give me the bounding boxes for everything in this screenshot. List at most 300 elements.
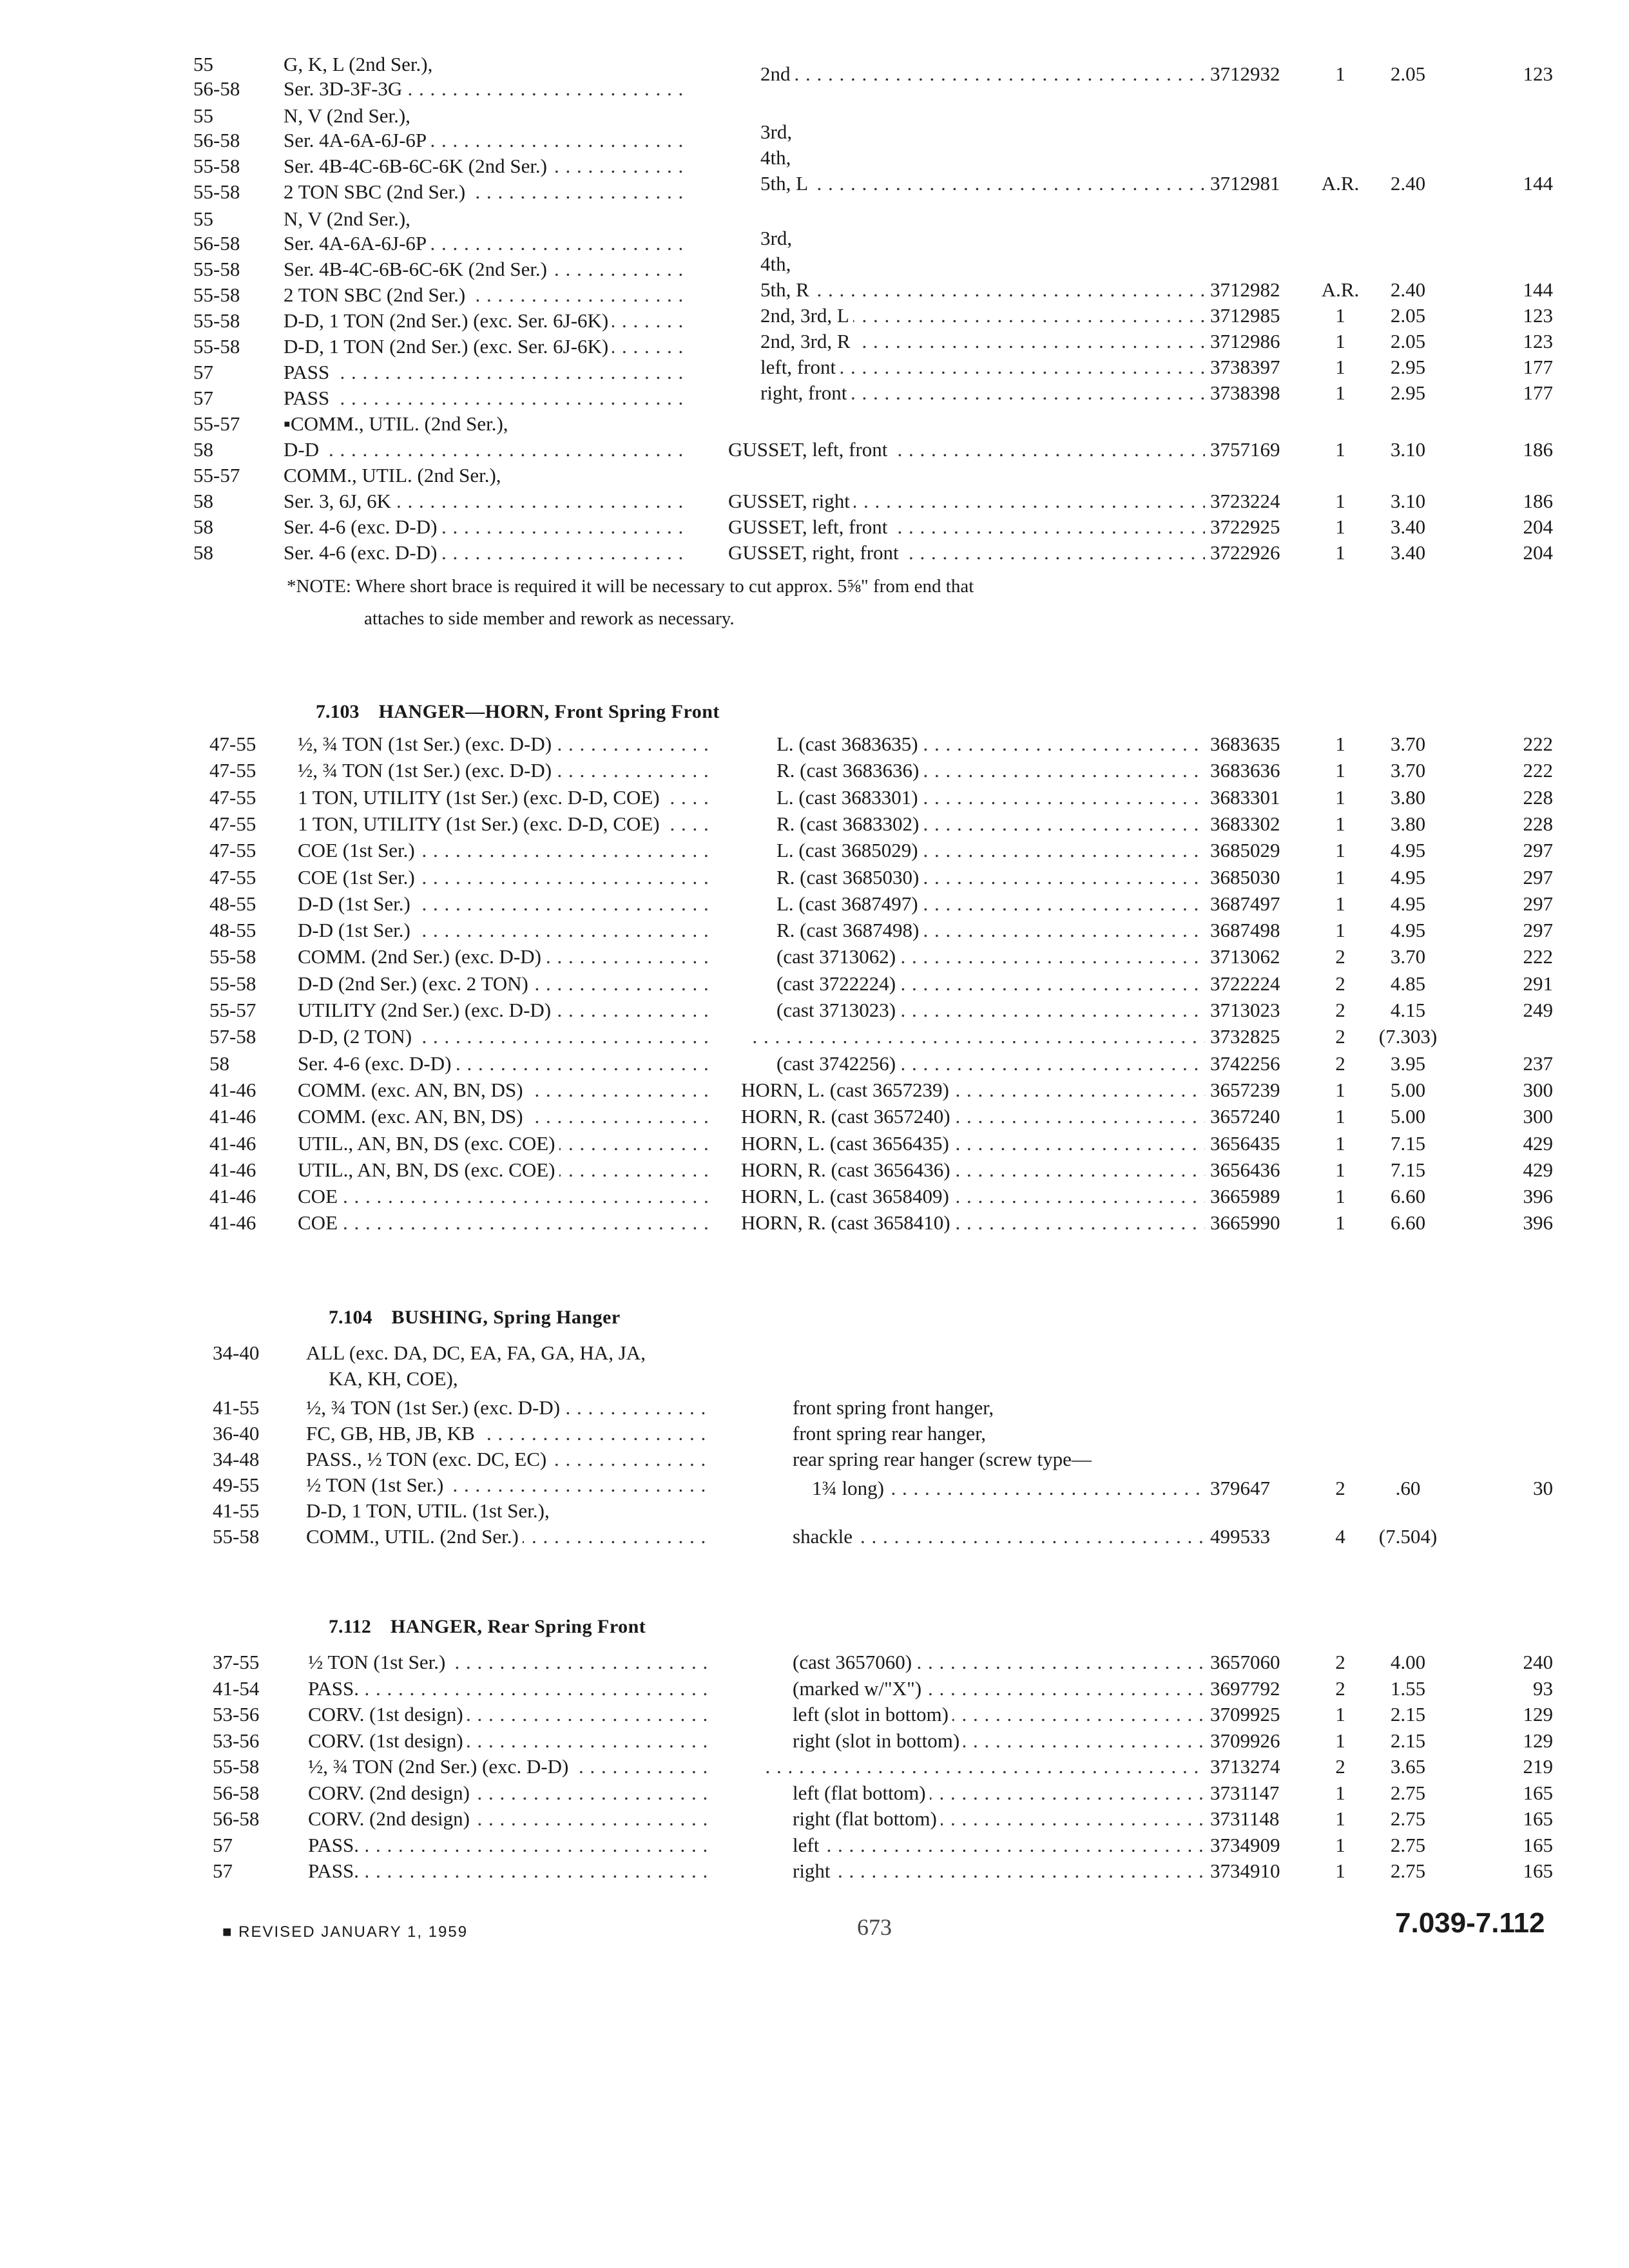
part-weight: 219 <box>1523 1755 1553 1778</box>
applicability: CORV. (1st design) . . . <box>308 1728 711 1754</box>
part-description: right, front . . . <box>760 380 1205 406</box>
part-part-number: 3734910 <box>1210 1860 1280 1882</box>
year-range: 41-46 <box>209 1185 256 1208</box>
part-price: 6.60 <box>1390 1185 1426 1208</box>
part-part-number: 3697792 <box>1210 1677 1280 1700</box>
part-part-number: 3731147 <box>1210 1781 1280 1804</box>
applicability: N, V (2nd Ser.), <box>284 207 410 230</box>
part-weight: 165 <box>1523 1833 1553 1856</box>
part-weight: 297 <box>1523 919 1553 942</box>
applicability: UTILITY (2nd Ser.) (exc. D-D) . . . <box>298 997 710 1023</box>
part-weight: 396 <box>1523 1185 1553 1208</box>
year-range: 56-58 <box>193 232 240 255</box>
applicability: N, V (2nd Ser.), <box>284 104 410 127</box>
applicability: 2 TON SBC (2nd Ser.) . . . <box>284 179 683 205</box>
part-part-number: 3687497 <box>1210 892 1280 915</box>
part-description <box>741 1024 1205 1050</box>
year-range: 55 <box>193 207 213 230</box>
part-description: (cast 3713062) . . . <box>776 944 1205 970</box>
part-part-number: 3657060 <box>1210 1651 1280 1673</box>
applicability: ½, ¾ TON (2nd Ser.) (exc. D-D) . . . <box>308 1754 711 1780</box>
year-range: 34-48 <box>213 1448 260 1470</box>
part-quantity: 1 <box>1335 438 1345 461</box>
part-quantity: 1 <box>1335 1105 1345 1128</box>
year-range: 34-40 <box>213 1341 260 1364</box>
section-heading <box>329 1305 621 1331</box>
section-title: HANGER—HORN, Front Spring Front <box>378 701 720 722</box>
part-weight: 249 <box>1523 999 1553 1021</box>
year-range: 58 <box>193 490 213 512</box>
applicability: FC, GB, HB, JB, KB . . . <box>306 1421 712 1446</box>
part-description: left . . . <box>793 1832 1205 1858</box>
year-range: 55-58 <box>193 309 240 332</box>
part-description: R. (cast 3683636) . . . <box>776 758 1205 783</box>
part-part-number: 3712932 <box>1210 62 1280 85</box>
part-part-number: 3731148 <box>1210 1807 1280 1830</box>
part-quantity: 2 <box>1335 1025 1345 1048</box>
part-weight: 129 <box>1523 1703 1553 1725</box>
part-description: 2nd, 3rd, L . . . <box>760 303 1205 329</box>
year-range: 49-55 <box>213 1474 260 1496</box>
revision-note: ■ REVISED JANUARY 1, 1959 <box>222 1923 468 1941</box>
part-weight: 297 <box>1523 839 1553 862</box>
part-quantity: 2 <box>1335 972 1345 995</box>
part-quantity: 1 <box>1335 1781 1345 1804</box>
part-price: 3.40 <box>1390 541 1426 564</box>
part-price: 2.05 <box>1390 62 1426 85</box>
part-description: (cast 3713023) . . . <box>776 997 1205 1023</box>
part-quantity: 1 <box>1335 785 1345 809</box>
part-part-number: 3712981 <box>1210 172 1280 195</box>
part-part-number: 3722926 <box>1210 541 1280 564</box>
part-part-number: 3683636 <box>1210 759 1280 782</box>
part-weight: 222 <box>1523 945 1553 968</box>
part-description: GUSSET, left, front . . . <box>728 514 1205 540</box>
part-price: .60 <box>1395 1477 1421 1499</box>
part-part-number: 3712982 <box>1210 278 1280 301</box>
applicability: COE (1st Ser.) . . . <box>298 865 710 890</box>
section-title: HANGER, Rear Spring Front <box>390 1616 646 1637</box>
section-number: 7.104 <box>329 1307 372 1328</box>
part-weight: 228 <box>1523 812 1553 835</box>
year-range: 55-57 <box>193 464 240 486</box>
part-price: 7.15 <box>1390 1158 1426 1181</box>
year-range: 57 <box>193 387 213 409</box>
year-range: 41-46 <box>209 1211 256 1235</box>
part-weight: 222 <box>1523 759 1553 782</box>
applicability: Ser. 4-6 (exc. D-D) . . . <box>284 540 683 566</box>
part-part-number: 3709925 <box>1210 1703 1280 1725</box>
part-part-number: 3657239 <box>1210 1078 1280 1101</box>
part-description: (marked w/"X") . . . <box>793 1676 1205 1702</box>
year-range: 47-55 <box>209 812 256 835</box>
year-range: 57 <box>213 1833 233 1856</box>
year-range: 56-58 <box>213 1807 260 1830</box>
section-range: 7.039-7.112 <box>1395 1907 1545 1939</box>
part-description: (cast 3657060) . . . <box>793 1649 1205 1675</box>
part-description: right (flat bottom) . . . <box>793 1806 1205 1832</box>
part-quantity: 2 <box>1335 1052 1345 1075</box>
applicability: D-D, 1 TON (2nd Ser.) (exc. Ser. 6J-6K) . . . <box>284 308 683 334</box>
part-part-number: 3742256 <box>1210 1052 1280 1075</box>
part-quantity: 2 <box>1335 1755 1345 1778</box>
part-part-number: 3712985 <box>1210 304 1280 327</box>
part-price: 2.75 <box>1390 1781 1426 1804</box>
part-description: HORN, L. (cast 3656435) . . . <box>741 1131 1205 1157</box>
year-range: 53-56 <box>213 1703 260 1725</box>
part-part-number: 499533 <box>1210 1525 1270 1548</box>
part-price: 3.10 <box>1390 438 1426 461</box>
part-price: 3.80 <box>1390 812 1426 835</box>
part-quantity: 1 <box>1335 1729 1345 1752</box>
part-quantity: 1 <box>1335 1158 1345 1181</box>
part-part-number: 3712986 <box>1210 330 1280 352</box>
year-range: 37-55 <box>213 1651 260 1673</box>
part-weight: 429 <box>1523 1131 1553 1155</box>
year-range: 47-55 <box>209 785 256 809</box>
year-range: 55-58 <box>193 258 240 280</box>
year-range: 55-58 <box>213 1525 260 1548</box>
part-price: 2.75 <box>1390 1860 1426 1882</box>
part-weight: 300 <box>1523 1105 1553 1128</box>
part-price: (7.504) <box>1378 1525 1438 1548</box>
part-weight: 429 <box>1523 1158 1553 1181</box>
part-price: 2.75 <box>1390 1833 1426 1856</box>
applicability: Ser. 4A-6A-6J-6P . . . <box>284 231 683 256</box>
applicability: PASS . . . <box>284 360 683 385</box>
applicability: D-D (2nd Ser.) (exc. 2 TON) . . . <box>298 971 710 997</box>
part-part-number: 3723224 <box>1210 490 1280 512</box>
part-quantity: 4 <box>1335 1525 1345 1548</box>
part-part-number: 3665990 <box>1210 1211 1280 1235</box>
year-range: 55-58 <box>213 1755 260 1778</box>
applicability: ½, ¾ TON (1st Ser.) (exc. D-D) . . . <box>298 731 710 757</box>
part-quantity: 1 <box>1335 1703 1345 1725</box>
part-price: 3.70 <box>1390 733 1426 755</box>
applicability: Ser. 4-6 (exc. D-D) . . . <box>284 514 683 540</box>
part-description: rear spring rear hanger (screw type— <box>793 1448 1092 1470</box>
part-quantity: A.R. <box>1321 172 1360 195</box>
part-price: 4.15 <box>1390 999 1426 1021</box>
part-part-number: 3722925 <box>1210 515 1280 538</box>
applicability: D-D, (2 TON) . . . <box>298 1024 710 1050</box>
part-weight: 204 <box>1523 515 1553 538</box>
year-range: 53-56 <box>213 1729 260 1752</box>
applicability: UTIL., AN, BN, DS (exc. COE) . . . <box>298 1131 710 1157</box>
year-range: 58 <box>193 541 213 564</box>
part-weight: 186 <box>1523 438 1553 461</box>
part-weight: 165 <box>1523 1860 1553 1882</box>
note-line: attaches to side member and rework as necessary. <box>364 608 735 629</box>
part-price: 2.75 <box>1390 1807 1426 1830</box>
part-description: front spring front hanger, <box>793 1396 994 1419</box>
part-part-number: 3713023 <box>1210 999 1280 1021</box>
part-description: 4th, <box>760 253 791 275</box>
part-description: front spring rear hanger, <box>793 1422 987 1445</box>
part-weight: 177 <box>1523 356 1553 378</box>
part-description: L. (cast 3683301) . . . <box>776 785 1205 811</box>
applicability: D-D, 1 TON (2nd Ser.) (exc. Ser. 6J-6K) . . . <box>284 334 683 360</box>
part-quantity: 1 <box>1335 1078 1345 1101</box>
part-price: 2.05 <box>1390 304 1426 327</box>
part-quantity: 1 <box>1335 515 1345 538</box>
part-price: 2.05 <box>1390 330 1426 352</box>
part-weight: 186 <box>1523 490 1553 512</box>
part-price: 3.80 <box>1390 785 1426 809</box>
part-weight: 291 <box>1523 972 1553 995</box>
part-weight: 144 <box>1523 172 1553 195</box>
applicability: KA, KH, COE), <box>329 1367 458 1390</box>
part-part-number: 3713062 <box>1210 945 1280 968</box>
year-range: 55-58 <box>193 284 240 306</box>
applicability: COE . . . <box>298 1184 710 1209</box>
applicability: COMM. (exc. AN, BN, DS) . . . <box>298 1077 710 1103</box>
applicability: ½ TON (1st Ser.) . . . <box>308 1649 711 1675</box>
part-weight: 30 <box>1533 1477 1553 1499</box>
section-heading <box>316 699 720 725</box>
part-quantity: 1 <box>1335 892 1345 915</box>
applicability: Ser. 4-6 (exc. D-D) . . . <box>298 1051 710 1077</box>
part-weight: 93 <box>1533 1677 1553 1700</box>
part-quantity: 1 <box>1335 62 1345 85</box>
part-description: R. (cast 3685030) . . . <box>776 865 1205 890</box>
year-range: 36-40 <box>213 1422 260 1445</box>
year-range: 41-46 <box>209 1131 256 1155</box>
applicability: 2 TON SBC (2nd Ser.) . . . <box>284 282 683 308</box>
part-part-number: 3709926 <box>1210 1729 1280 1752</box>
applicability: COMM. (2nd Ser.) (exc. D-D) . . . <box>298 944 710 970</box>
part-quantity: 1 <box>1335 839 1345 862</box>
part-price: 2.40 <box>1390 278 1426 301</box>
part-quantity: 1 <box>1335 330 1345 352</box>
year-range: 41-46 <box>209 1078 256 1101</box>
part-part-number: 3738398 <box>1210 381 1280 404</box>
part-weight: 240 <box>1523 1651 1553 1673</box>
part-price: 5.00 <box>1390 1078 1426 1101</box>
applicability: Ser. 4B-4C-6B-6C-6K (2nd Ser.) . . . <box>284 256 683 282</box>
year-range: 55-57 <box>193 412 240 435</box>
year-range: 55-57 <box>209 999 256 1021</box>
part-description: L. (cast 3685029) . . . <box>776 838 1205 863</box>
part-part-number: 379647 <box>1210 1477 1270 1499</box>
part-description: 2nd . . . <box>760 61 1205 87</box>
part-description: (cast 3722224) . . . <box>776 971 1205 997</box>
year-range: 55 <box>193 104 213 127</box>
part-quantity: 1 <box>1335 812 1345 835</box>
part-quantity: 1 <box>1335 759 1345 782</box>
year-range: 57 <box>193 361 213 383</box>
part-description: GUSSET, right, front . . . <box>728 540 1205 566</box>
part-weight: 165 <box>1523 1807 1553 1830</box>
part-price: 3.40 <box>1390 515 1426 538</box>
part-quantity: 2 <box>1335 1651 1345 1673</box>
part-quantity: 1 <box>1335 381 1345 404</box>
part-description: HORN, R. (cast 3656436) . . . <box>741 1157 1205 1183</box>
part-weight: 396 <box>1523 1211 1553 1235</box>
part-price: 4.95 <box>1390 839 1426 862</box>
part-weight: 123 <box>1523 330 1553 352</box>
part-quantity: 2 <box>1335 1677 1345 1700</box>
part-price: 2.15 <box>1390 1729 1426 1752</box>
year-range: 56-58 <box>213 1781 260 1804</box>
part-price: 6.60 <box>1390 1211 1426 1235</box>
part-weight: 204 <box>1523 541 1553 564</box>
applicability: ▪COMM., UTIL. (2nd Ser.), <box>284 412 508 435</box>
applicability: UTIL., AN, BN, DS (exc. COE) . . . <box>298 1157 710 1183</box>
applicability: PASS. . . . <box>308 1832 711 1858</box>
year-range: 58 <box>193 438 213 461</box>
part-weight: 222 <box>1523 733 1553 755</box>
part-price: 3.70 <box>1390 759 1426 782</box>
part-price: 2.15 <box>1390 1703 1426 1725</box>
year-range: 58 <box>193 515 213 538</box>
part-description: 2nd, 3rd, R . . . <box>760 329 1205 354</box>
year-range: 41-54 <box>213 1677 260 1700</box>
part-weight: 144 <box>1523 278 1553 301</box>
applicability: COMM. (exc. AN, BN, DS) . . . <box>298 1104 710 1129</box>
part-quantity: 1 <box>1335 1131 1345 1155</box>
applicability: 1 TON, UTILITY (1st Ser.) (exc. D-D, COE) . . . <box>298 811 710 837</box>
applicability: D-D (1st Ser.) . . . <box>298 891 710 917</box>
year-range: 58 <box>209 1052 229 1075</box>
applicability: PASS . . . <box>284 385 683 411</box>
year-range: 41-46 <box>209 1105 256 1128</box>
section-title: BUSHING, Spring Hanger <box>391 1307 621 1328</box>
part-description: HORN, R. (cast 3657240) . . . <box>741 1104 1205 1129</box>
part-part-number: 3657240 <box>1210 1105 1280 1128</box>
part-weight: 177 <box>1523 381 1553 404</box>
part-quantity: 2 <box>1335 999 1345 1021</box>
part-weight: 129 <box>1523 1729 1553 1752</box>
year-range: 41-55 <box>213 1396 260 1419</box>
applicability: COE . . . <box>298 1210 710 1236</box>
part-price: 3.95 <box>1390 1052 1426 1075</box>
part-description: left (flat bottom) . . . <box>793 1780 1205 1806</box>
applicability: CORV. (2nd design) . . . <box>308 1806 711 1832</box>
part-part-number: 3722224 <box>1210 972 1280 995</box>
part-description: HORN, R. (cast 3658410) . . . <box>741 1210 1205 1236</box>
part-quantity: 2 <box>1335 1477 1345 1499</box>
year-range: 57 <box>213 1860 233 1882</box>
part-part-number: 3732825 <box>1210 1025 1280 1048</box>
section-number: 7.112 <box>329 1616 371 1637</box>
applicability: Ser. 3, 6J, 6K . . . <box>284 488 683 514</box>
part-quantity: 1 <box>1335 865 1345 889</box>
applicability: CORV. (2nd design) . . . <box>308 1780 711 1806</box>
part-quantity: 1 <box>1335 541 1345 564</box>
year-range: 57-58 <box>209 1025 256 1048</box>
part-price: 3.70 <box>1390 945 1426 968</box>
part-price: 3.10 <box>1390 490 1426 512</box>
applicability: PASS., ½ TON (exc. DC, EC) . . . <box>306 1446 712 1472</box>
applicability: G, K, L (2nd Ser.), <box>284 53 433 75</box>
applicability: D-D . . . <box>284 437 683 463</box>
part-part-number: 3685030 <box>1210 865 1280 889</box>
part-quantity: 1 <box>1335 919 1345 942</box>
part-quantity: 1 <box>1335 1807 1345 1830</box>
applicability: ½, ¾ TON (1st Ser.) (exc. D-D) . . . <box>298 758 710 783</box>
year-range: 55-58 <box>193 180 240 203</box>
year-range: 55-58 <box>193 335 240 358</box>
section-heading <box>329 1614 646 1640</box>
applicability: ALL (exc. DA, DC, EA, FA, GA, HA, JA, <box>306 1341 646 1364</box>
part-weight: 123 <box>1523 304 1553 327</box>
part-part-number: 3734909 <box>1210 1833 1280 1856</box>
part-description <box>754 1754 1205 1780</box>
part-part-number: 3656435 <box>1210 1131 1280 1155</box>
part-description: HORN, L. (cast 3657239) . . . <box>741 1077 1205 1103</box>
year-range: 41-46 <box>209 1158 256 1181</box>
part-weight: 228 <box>1523 785 1553 809</box>
part-description: 4th, <box>760 146 791 169</box>
part-part-number: 3683302 <box>1210 812 1280 835</box>
part-description: left (slot in bottom) . . . <box>793 1702 1205 1727</box>
applicability: PASS. . . . <box>308 1858 711 1884</box>
part-description: L. (cast 3687497) . . . <box>776 891 1205 917</box>
year-range: 47-55 <box>209 839 256 862</box>
part-description: R. (cast 3683302) . . . <box>776 811 1205 837</box>
year-range: 41-55 <box>213 1499 260 1522</box>
note-line: *NOTE: Where short brace is required it will be necessary to cut approx. 5⅝" from end that <box>287 576 974 597</box>
part-price: 4.85 <box>1390 972 1426 995</box>
applicability: Ser. 3D-3F-3G . . . <box>284 76 683 102</box>
part-price: 4.95 <box>1390 919 1426 942</box>
part-description: 5th, L . . . <box>760 171 1205 197</box>
part-description: 3rd, <box>760 120 793 143</box>
year-range: 47-55 <box>209 865 256 889</box>
part-weight: 297 <box>1523 892 1553 915</box>
year-range: 48-55 <box>209 892 256 915</box>
part-description: 5th, R . . . <box>760 277 1205 303</box>
year-range: 55-58 <box>209 972 256 995</box>
year-range: 48-55 <box>209 919 256 942</box>
part-price: 2.95 <box>1390 356 1426 378</box>
applicability: COMM., UTIL. (2nd Ser.) . . . <box>306 1524 712 1550</box>
part-weight: 297 <box>1523 865 1553 889</box>
year-range: 47-55 <box>209 733 256 755</box>
part-quantity: A.R. <box>1321 278 1360 301</box>
part-quantity: 1 <box>1335 490 1345 512</box>
year-range: 55-58 <box>209 945 256 968</box>
part-quantity: 1 <box>1335 733 1345 755</box>
part-description: R. (cast 3687498) . . . <box>776 918 1205 943</box>
part-part-number: 3683635 <box>1210 733 1280 755</box>
part-price: 2.40 <box>1390 172 1426 195</box>
part-part-number: 3738397 <box>1210 356 1280 378</box>
part-quantity: 1 <box>1335 1833 1345 1856</box>
applicability: PASS. . . . <box>308 1676 711 1702</box>
part-description: left, front . . . <box>760 354 1205 380</box>
applicability: Ser. 4B-4C-6B-6C-6K (2nd Ser.) . . . <box>284 153 683 179</box>
part-description: 3rd, <box>760 227 793 249</box>
year-range: 55-58 <box>193 155 240 177</box>
part-part-number: 3683301 <box>1210 785 1280 809</box>
part-description: (cast 3742256) . . . <box>776 1051 1205 1077</box>
applicability: 1 TON, UTILITY (1st Ser.) (exc. D-D, COE) . . . <box>298 785 710 811</box>
page-number: 673 <box>857 1914 892 1940</box>
part-price: 4.95 <box>1390 892 1426 915</box>
part-quantity: 1 <box>1335 1211 1345 1235</box>
part-weight: 237 <box>1523 1052 1553 1075</box>
part-part-number: 3685029 <box>1210 839 1280 862</box>
part-part-number: 3665989 <box>1210 1185 1280 1208</box>
part-description: GUSSET, left, front . . . <box>728 437 1205 463</box>
part-weight: 300 <box>1523 1078 1553 1101</box>
part-weight: 165 <box>1523 1781 1553 1804</box>
part-price: 5.00 <box>1390 1105 1426 1128</box>
part-part-number: 3713274 <box>1210 1755 1280 1778</box>
part-quantity: 1 <box>1335 1185 1345 1208</box>
